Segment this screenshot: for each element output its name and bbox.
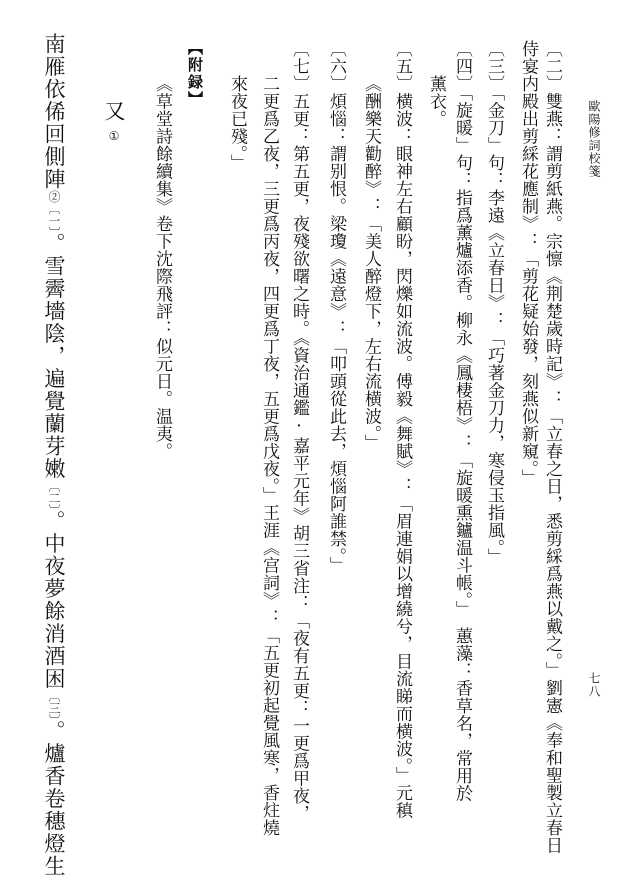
poem-segment: 。爐香卷穗燈生	[42, 720, 66, 878]
poem-line	[43, 33, 64, 878]
poem-footnote-mark: ②	[47, 190, 61, 203]
note-line: 二更爲乙夜，三更爲丙夜，四更爲丁夜，五更爲戊夜。」王涯《宫詞》：「五更初起覺風寒，香炷燒	[259, 75, 279, 837]
poem-note-ref: 〔三〕	[47, 690, 61, 720]
page-number: 七八	[587, 672, 601, 698]
poem-segment: 。雪霽墻陰，遍覺蘭芽嫩	[42, 232, 66, 480]
note-line: 〔四〕「旋暖」句：指爲薰爐添香。柳永《鳳棲梧》：「旋暖熏鑪温斗帳。」 蕙藻：香草名，常用於	[452, 40, 472, 802]
note-line: 〔六〕煩惱：謂别恨。梁瓊《遠意》：「叩頭從此去，煩惱阿誰禁。」	[326, 40, 346, 574]
note-line: 侍宴内殿出剪綵花應制》：「剪花疑始發，刻燕似新窺。」	[518, 40, 538, 487]
poem-segment: 南雁依俙回側陣	[42, 33, 66, 191]
note-line: 〔七〕五更：第五更，夜殘欲曙之時。《資治通鑑·嘉平元年》胡三省注：「夜有五更：一更爲甲夜，	[289, 40, 309, 822]
appendix-text: 《草堂詩餘續集》卷下沈際飛評：似元日。温夷。	[152, 75, 172, 460]
note-line: 來夜已殘。」	[227, 75, 247, 172]
poem-title-text: 又	[102, 100, 126, 123]
note-line: 〔五〕横波：眼神左右顧盼，閃爍如流波。傅毅《舞賦》：「眉連娟以增繞兮，目流睇而横波。」元稹	[392, 40, 412, 819]
note-line: 薰衣。	[426, 75, 446, 128]
note-line: 〔三〕「金刀」句：李遠《立春日》：「巧著金刀力，寒侵玉指風。」	[484, 40, 504, 566]
poem-title	[103, 100, 124, 143]
note-line: 《酬樂天勸醉》：「美人醉燈下，左右流横波。」	[361, 75, 381, 452]
appendix-header: 【附録】	[186, 40, 204, 108]
note-line: 〔二〕雙燕：謂剪紙燕。宗懔《荆楚歲時記》：「立春之日，悉剪綵爲燕以戴之。」劉憲《奉和聖製立春日	[542, 40, 562, 854]
poem-title-footnote-mark: ①	[107, 128, 121, 143]
poem-note-ref: 〔一〕	[47, 202, 61, 233]
poem-segment: 。中夜夢餘消酒困	[42, 510, 66, 690]
running-head-title: 歐陽修詞校箋	[587, 100, 601, 178]
poem-note-ref: 〔二〕	[47, 480, 61, 510]
